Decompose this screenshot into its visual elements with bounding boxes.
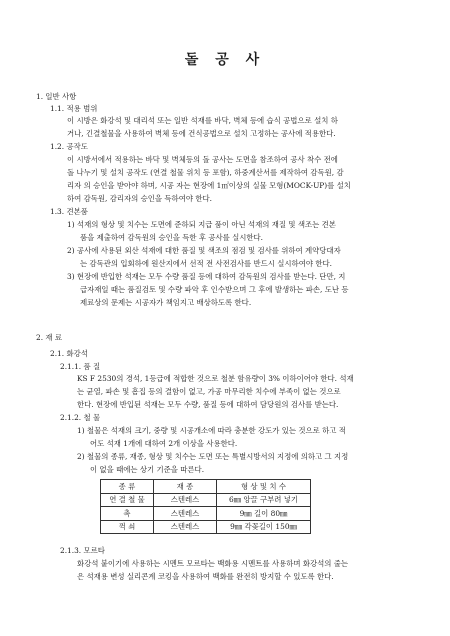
sub-subsection-heading: 2.1.2. 철 물 <box>60 413 101 422</box>
subsection-heading: 2.1. 화강석 <box>50 349 88 358</box>
list-item-continuation: 급자재일 때는 품질검토 및 수량 파악 후 인수받으며 그 후에 발생하는 파손, 도난 등 <box>80 285 349 294</box>
table-header-cell: 종 류 <box>101 480 154 494</box>
hardware-spec-table <box>100 479 311 534</box>
paragraph-line: 거나, 긴결철물을 사용하여 벽체 등에 건식공법으로 설치 고정하는 공사에 적용한다. <box>67 129 336 138</box>
subsection-heading: 1.1. 적용 범위 <box>50 104 98 113</box>
list-item: 3) 현장에 반입한 석재는 모두 수량 품질 등에 대하여 감독원의 검사를 받는다. 단만, 지 <box>67 272 346 281</box>
document-title: 돌 공 사 <box>184 52 266 68</box>
paragraph-line: 하여 감독원, 감리자의 승인을 득하여야 한다. <box>67 194 212 203</box>
paragraph-line: KS F 2530의 경석, 1등급에 적합한 것으로 철분 함유량이 3% 이하이어야 한다. 석재 <box>77 374 354 383</box>
table-cell: 꺽 쇠 <box>101 520 154 534</box>
paragraph-line: 한다. 현장에 반입된 석재는 모두 수량, 품질 등에 대하여 담당원의 검사를 받는다. <box>77 400 339 409</box>
subsection-heading: 1.3. 견본품 <box>50 207 88 216</box>
table-cell: 스텐레스 <box>154 520 217 534</box>
paragraph-line: 리자 의 승인을 받아야 하며, 시공 자는 현장에 1㎡이상의 실물 모형(MOCK-UP)를 설치 <box>67 181 351 190</box>
table-cell: 스텐레스 <box>154 493 217 507</box>
list-item: 2) 공사에 사용된 외산 석재에 대한 품질 및 색조의 점검 및 검사를 위하여 계약당대자 <box>67 246 341 255</box>
sub-subsection-heading: 2.1.3. 모르타 <box>60 546 105 555</box>
table-cell: 촉 <box>101 507 154 521</box>
table-row <box>101 507 311 521</box>
table-cell: 9㎜ 각꽂길이 150㎜ <box>217 520 311 534</box>
list-item: 1) 철물은 석재의 크기, 중량 및 시공개소에 따라 충분한 강도가 있는 것으로 하고 적 <box>77 426 346 435</box>
table-header-cell: 재 종 <box>154 480 217 494</box>
paragraph-line: 이 시방은 화강석 및 대리석 또는 일반 석재를 바닥, 벽체 등에 습식 공법으로 설치 하 <box>67 116 338 125</box>
table-cell: 연 결 철 물 <box>101 493 154 507</box>
paragraph-line: 이 시방서에서 적용하는 바닥 및 벽체등의 돌 공사는 도면을 참조하여 공사 착수 전에 <box>67 155 338 164</box>
paragraph-line: 화강석 붙이기에 사용하는 시멘트 모르타는 백화용 시멘트를 사용하며 화강석의 줄는 <box>77 559 349 568</box>
list-item-continuation: 이 없을 때에는 상기 기준을 따른다. <box>90 465 205 474</box>
list-item: 1) 석재의 형상 및 치수는 도면에 준하되 지급 품이 아닌 석재의 재질 및 색조는 견본 <box>67 220 336 229</box>
table-row <box>101 493 311 507</box>
subsection-heading: 1.2. 공작도 <box>50 142 88 151</box>
section-heading: 1. 일반 사항 <box>36 92 77 101</box>
list-item: 2) 철물의 종류, 재종, 형상 및 치수는 도면 또는 특별시방서의 지정에 의하고 그 지정 <box>77 452 349 461</box>
paragraph-line: 돌 나누기 및 설치 공작도 (연결 철물 위치 등 포함), 하중계산서를 제작하여 감독원, 감 <box>67 168 344 177</box>
list-item-continuation: 는 감독관의 입회하에 원산지에서 선적 전 사전검사를 반드시 실시하여야 한다. <box>80 259 332 268</box>
section-heading: 2. 재 료 <box>36 333 63 342</box>
table-row <box>101 520 311 534</box>
paragraph-line: 는 균열, 파손 및 흠집 등의 결함이 없고, 가공 마무리한 치수에 부족이 없는 것으로 <box>77 387 341 396</box>
list-item-continuation: 제료상의 문제는 시공자가 책임지고 배상하도록 한다. <box>80 298 252 307</box>
table-cell: 6㎜ 앙끌 구부려 넣기 <box>217 493 311 507</box>
table-header-cell: 형 상 및 치 수 <box>217 480 311 494</box>
list-item-continuation: 품을 제출하여 감독원의 승인을 득한 후 공사를 실시한다. <box>80 233 264 242</box>
sub-subsection-heading: 2.1.1. 품 질 <box>60 362 101 371</box>
list-item-continuation: 어도 석재 1개에 대하여 2개 이상을 사용한다. <box>90 439 238 448</box>
paragraph-line: 은 석재용 변성 실리콘계 코킹을 사용하여 백화를 완전히 방지할 수 있도록 한다. <box>77 572 334 581</box>
table-cell: 9㎜ 길이 80㎜ <box>217 507 311 521</box>
table-cell: 스텐레스 <box>154 507 217 521</box>
table-header-row <box>101 480 311 494</box>
